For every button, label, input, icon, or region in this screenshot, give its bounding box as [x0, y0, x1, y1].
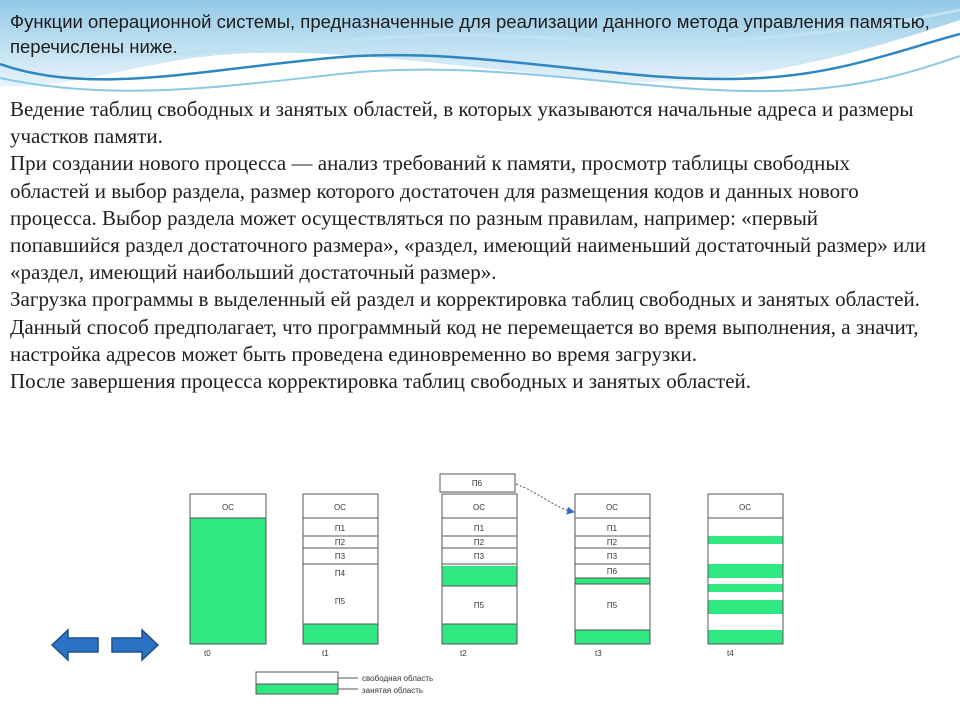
memory-diagram — [182, 470, 788, 700]
arrow-left-icon — [52, 630, 98, 660]
block-p5-t3: П5 — [606, 601, 618, 610]
block-p3-t1: П3 — [334, 552, 346, 561]
block-p1-t3: П1 — [606, 524, 618, 533]
slide-body — [10, 96, 930, 395]
block-p4-t1: П4 — [334, 569, 346, 578]
time-label-t1: t1 — [322, 649, 329, 658]
block-p3-t3: П3 — [606, 552, 618, 561]
time-label-t0: t0 — [204, 649, 211, 658]
os-label-t4: ОС — [739, 503, 751, 512]
block-p2-t1: П2 — [334, 538, 346, 547]
paragraph-completion: После завершения процесса корректировка таблиц свободных и занятых областей. — [10, 369, 752, 394]
legend-free-label: свободная область — [362, 674, 434, 683]
slide-title: Функции операционной системы, предназначенные для реализации данного метода управления памятью, перечислены ниже. — [10, 11, 930, 57]
block-p3-t2: П3 — [473, 552, 485, 561]
memory-column-t0 — [190, 494, 266, 658]
memory-column-t4 — [708, 494, 783, 658]
memory-column-t1 — [303, 494, 378, 658]
paragraph-loading: Загрузка программы в выделенный ей раздел и корректировка таблиц свободных и занятых областей. Данный способ предполагает, что программный код не перемещается во время выполнения, а значит, настройка адресов может быть проведена единовременно во время загрузки. — [10, 287, 920, 366]
os-label-t3: ОС — [606, 503, 618, 512]
paragraph-tables: Ведение таблиц свободных и занятых областей, в которых указываются начальные адреса и размеры участков памяти. — [10, 97, 914, 149]
prev-slide-button[interactable] — [50, 627, 100, 663]
os-label-t2: ОС — [473, 503, 485, 512]
legend-busy-label: занятая область — [362, 686, 424, 695]
block-p2-t3: П2 — [606, 538, 618, 547]
block-p5-t2: П5 — [473, 601, 485, 610]
block-p1-t2: П1 — [473, 524, 485, 533]
arrow-right-icon — [112, 630, 158, 660]
memory-column-t3 — [575, 494, 650, 658]
time-label-t4: t4 — [727, 649, 734, 658]
block-p1-t1: П1 — [334, 524, 346, 533]
block-p6-t3: П6 — [606, 567, 618, 576]
memory-column-t2 — [440, 474, 574, 658]
next-slide-button[interactable] — [110, 627, 160, 663]
block-p2-t2: П2 — [473, 538, 485, 547]
time-label-t2: t2 — [460, 649, 467, 658]
block-p6-waiting: П6 — [471, 479, 483, 488]
paragraph-new-process: При создании нового процесса — анализ требований к памяти, просмотр таблицы свободных областей и выбор раздела, размер которого достаточен для размещения кодов и данных нового процесса. Выбор раздела может осуществляться по разным правилам, например: «первый попавшийся раздел достаточного размера», «раздел, имеющий наименьший достаточный размер» или «раздел, имеющий наибольший достаточный размер». — [10, 151, 926, 285]
os-label-t0: ОС — [222, 503, 234, 512]
block-p5-t1: П5 — [334, 597, 346, 606]
time-label-t3: t3 — [595, 649, 602, 658]
os-label-t1: ОС — [334, 503, 346, 512]
legend — [256, 672, 433, 695]
